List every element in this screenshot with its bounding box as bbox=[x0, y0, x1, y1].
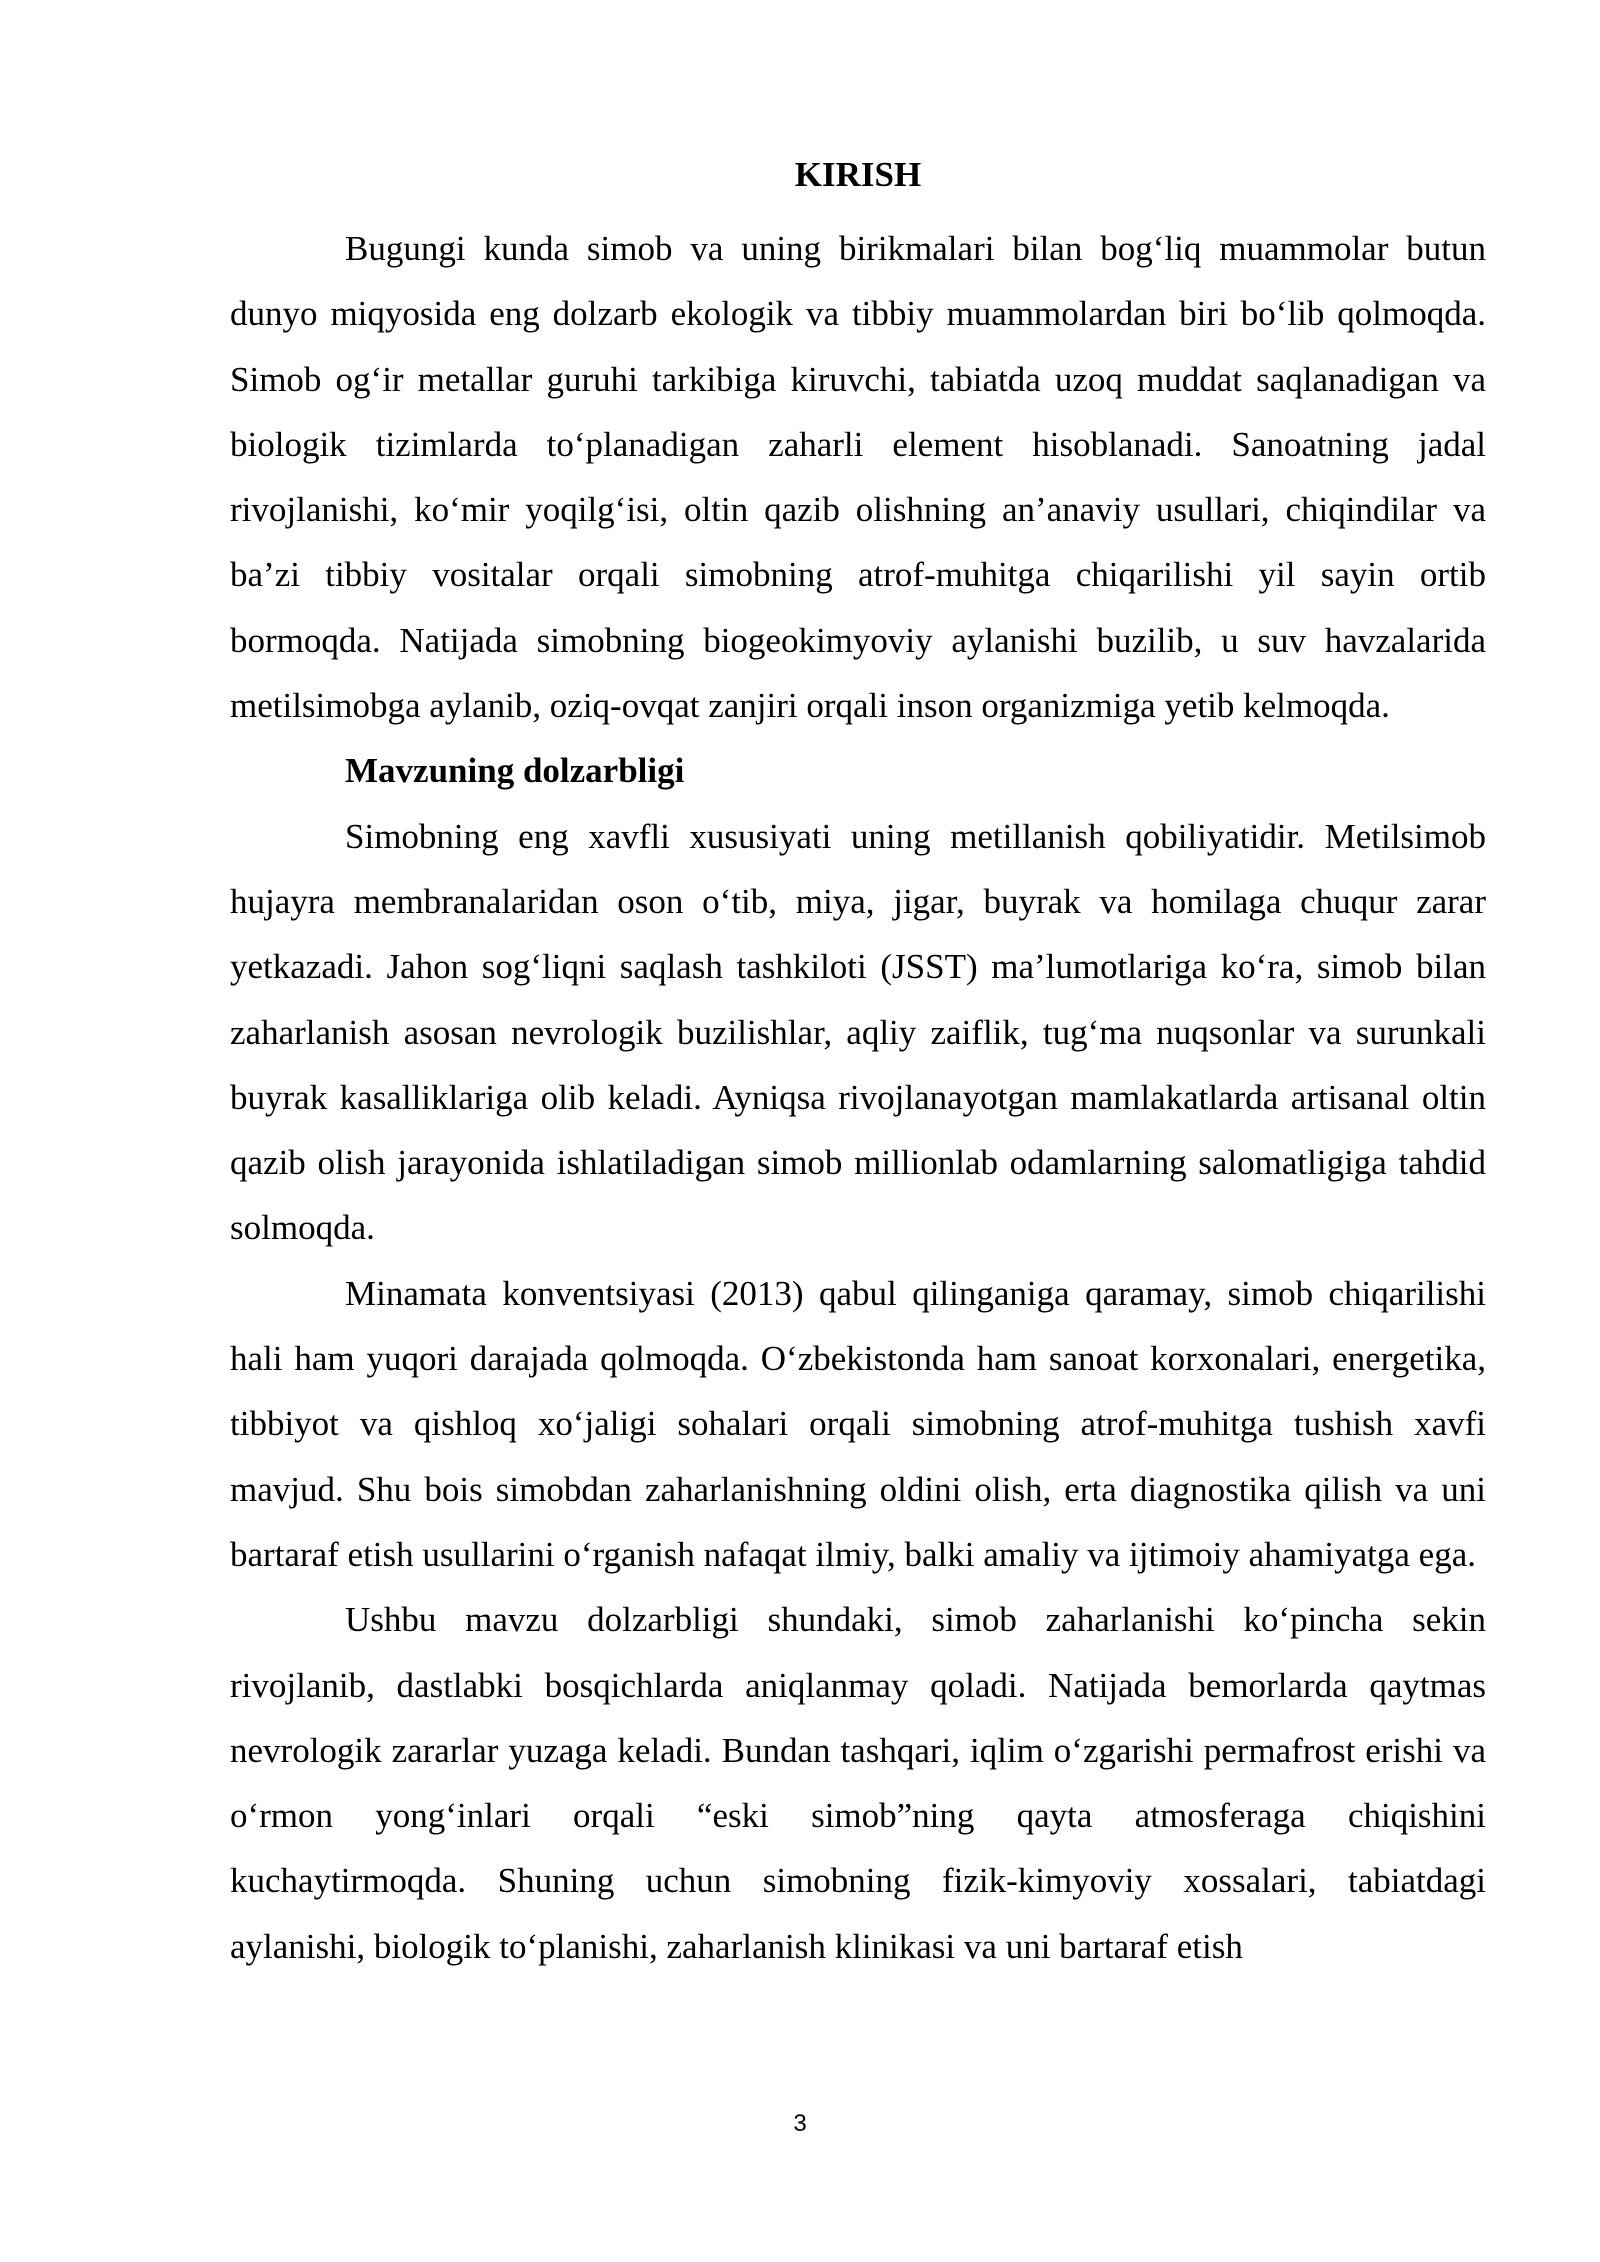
section-paragraph-1: Simobning eng xavfli xususiyati uning metillanish qobiliyatidir. Metilsimob hujayra membranalaridan oson o‘tib, miya, jigar, buyrak va homilaga chuqur zarar yetkazadi. Jahon sog‘liqni saqlash tashkiloti (JSST) ma’lumotlariga ko‘ra, simob bilan zaharlanish asosan nevrologik buzilishlar, aqliy zaiflik, tug‘ma nuqsonlar va surunkali buyrak kasalliklariga olib keladi. Ayniqsa rivojlanayotgan mamlakatlarda artisanal oltin qazib olish jarayonida ishlatiladigan simob millionlab odamlarning salomatligiga tahdid solmoqda. bbox=[230, 816, 1486, 1248]
section-heading: Mavzuning dolzarbligi bbox=[345, 751, 685, 791]
intro-paragraph: Bugungi kunda simob va uning birikmalari bilan bog‘liq muammolar butun dunyo miqyosida eng dolzarb ekologik va tibbiy muammolardan biri bo‘lib qolmoqda. Simob og‘ir metallar guruhi tarkibiga kiruvchi, tabiatda uzoq muddat saqlanadigan va biologik tizimlarda to‘planadigan zaharli element hisoblanadi. Sanoatning jadal rivojlanishi, ko‘mir yoqilg‘isi, oltin qazib olishning an’anaviy usullari, chiqindilar va ba’zi tibbiy vositalar orqali simobning atrof-muhitga chiqarilishi yil sayin ortib bormoqda. Natijada simobning biogeokimyoviy aylanishi buzilib, u suv havzalarida metilsimobga aylanib, oziq-ovqat zanjiri orqali inson organizmiga yetib kelmoqda. bbox=[230, 229, 1486, 726]
page-title: KIRISH bbox=[794, 155, 922, 194]
section-paragraph-3: Ushbu mavzu dolzarbligi shundaki, simob zaharlanishi ko‘pincha sekin rivojlanib, dastlabki bosqichlarda aniqlanmay qoladi. Natijada bemorlarda qaytmas nevrologik zararlar yuzaga keladi. Bundan tashqari, iqlim o‘zgarishi permafrost erishi va o‘rmon yong‘inlari orqali “eski simob”ning qayta atmosferaga chiqishini kuchaytirmoqda. Shuning uchun simobning fizik-kimyoviy xossalari, tabiatdagi aylanishi, biologik to‘planishi, zaharlanish klinikasi va uni bartaraf etish bbox=[230, 1600, 1486, 1966]
page-number: 3 bbox=[793, 2110, 807, 2137]
page-content bbox=[230, 150, 1486, 1979]
section-paragraph-2: Minamata konventsiyasi (2013) qabul qilinganiga qaramay, simob chiqarilishi hali ham yuqori darajada qolmoqda. O‘zbekistonda ham sanoat korxonalari, energetika, tibbiyot va qishloq xo‘jaligi sohalari orqali simobning atrof-muhitga tushish xavfi mavjud. Shu bois simobdan zaharlanishning oldini olish, erta diagnostika qilish va uni bartaraf etish usullarini o‘rganish nafaqat ilmiy, balki amaliy va ijtimoiy ahamiyatga ega. bbox=[230, 1273, 1486, 1574]
